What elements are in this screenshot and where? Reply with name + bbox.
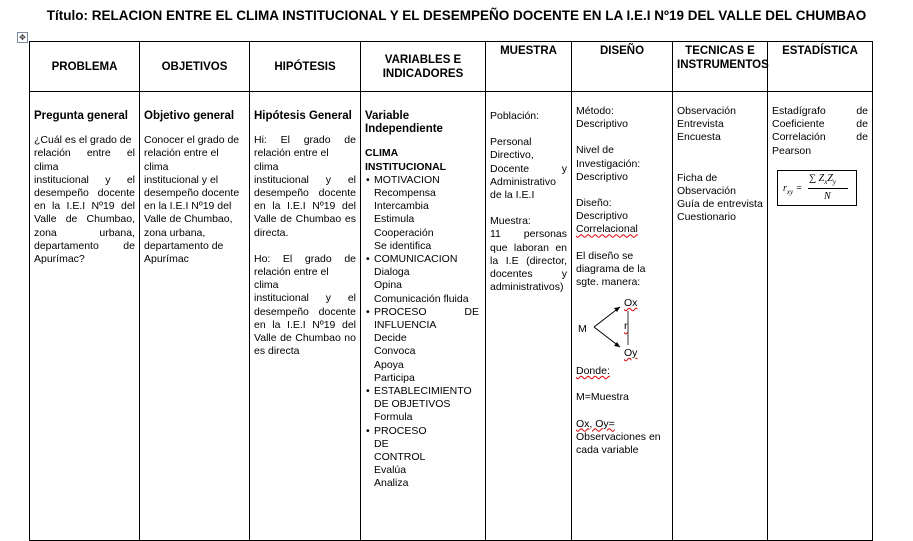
diagram-oy: Oy	[624, 347, 638, 360]
indicator-item: Intercambia	[374, 200, 429, 213]
hi-line: relación entre el clima	[254, 147, 329, 173]
indicator-item: Apoya	[374, 358, 404, 371]
indicator-item: Comunicación fluida	[374, 292, 469, 305]
objetivos-line: en la I.E.I Nº19 del	[144, 200, 232, 213]
muestra-label: Muestra:	[490, 215, 531, 228]
metodo-label: Método:	[576, 105, 614, 117]
donde-label: Donde:	[576, 365, 610, 378]
poblacion-line: de la I.E.I	[490, 189, 535, 202]
diseno-desc: diagrama de la	[576, 262, 646, 275]
poblacion-label: Población:	[490, 110, 540, 122]
formula-lhs: $r_{xy}$ =	[783, 182, 803, 196]
table-move-handle-icon[interactable]: ✥	[17, 32, 28, 43]
instrumento-item: Ficha de	[677, 171, 718, 184]
muestra-line: que laboran en	[490, 241, 567, 254]
hi-line: desempeño docente	[254, 187, 356, 200]
ox-oy-label: Ox, Oy=	[576, 417, 615, 430]
indicator-item: Recompensa	[374, 187, 436, 200]
hi-line: Hi: El grado de	[254, 134, 356, 147]
tecnica-item: Entrevista	[677, 118, 724, 131]
indicator-group: • PROCESO DE CONTROL	[374, 425, 481, 465]
estadistica-line: Estadígrafo de	[772, 105, 868, 117]
cell-problema	[30, 92, 140, 541]
diseno-value: Descriptivo	[576, 210, 628, 223]
tecnica-item: Encuesta	[677, 131, 721, 144]
hipotesis-heading: Hipótesis General	[254, 110, 352, 122]
estadistica-line: Pearson	[772, 144, 812, 157]
indicator-item: Convoca	[374, 345, 416, 358]
nivel-label: Nivel de	[576, 144, 614, 157]
nivel-label: Investigación:	[576, 157, 641, 170]
header-variables: VARIABLES E INDICADORES	[361, 42, 486, 92]
indicator-item: Cooperación	[374, 226, 434, 239]
estadistica-line: Coeficiente de	[772, 118, 868, 131]
objetivos-line: departamento de	[144, 239, 224, 252]
problema-line: Valle de Chumbao,	[34, 213, 135, 226]
objetivos-line: zona urbana,	[144, 226, 206, 239]
objetivos-heading: Objetivo general	[144, 110, 235, 122]
diagram-r: r	[624, 320, 628, 333]
instrumento-item: Observación	[677, 184, 736, 197]
poblacion-line: Administrativo	[490, 175, 556, 188]
muestra-line: administrativos)	[490, 281, 564, 294]
problema-line: ¿Cuál es el grado de	[34, 134, 132, 147]
poblacion-line: Directivo,	[490, 149, 534, 162]
objetivos-line: relación entre el clima	[144, 147, 219, 173]
indicator-group: • PROCESO DE INFLUENCIA	[374, 306, 481, 332]
diagram-m: M	[578, 323, 587, 336]
indicator-group: • COMUNICACION	[374, 253, 481, 266]
diseno-desc: El diseño se	[576, 249, 634, 262]
research-matrix-table	[29, 41, 873, 541]
problema-line: en la I.E.I Nº19 del	[34, 200, 135, 213]
cell-diseno	[572, 92, 673, 541]
muestra-line: docentes y	[490, 268, 567, 281]
problema-line: desempeño docente	[34, 187, 135, 200]
header-hipotesis: HIPÓTESIS	[250, 42, 361, 92]
content-row	[30, 92, 873, 541]
tecnica-item: Observación	[677, 105, 736, 117]
header-muestra: MUESTRA	[486, 42, 572, 92]
diagram-ox: Ox	[624, 297, 638, 310]
variables-subheading: CLIMA INSTITUCIONAL	[365, 147, 447, 173]
objetivos-line: institucional y el	[144, 173, 219, 186]
correlational-diagram	[576, 297, 668, 361]
hi-line: en la I.E.I Nº19 del	[254, 200, 356, 213]
nivel-value: Descriptivo	[576, 170, 628, 183]
problema-line: Apurímac?	[34, 253, 85, 266]
poblacion-line: Docente y	[490, 162, 567, 175]
indicator-item: Formula	[374, 411, 413, 424]
indicator-item: Analiza	[374, 477, 409, 490]
diseno-desc: sgte. manera:	[576, 276, 641, 289]
cell-tecnicas	[673, 92, 768, 541]
problema-line: relación entre el clima	[34, 147, 135, 173]
poblacion-line: Personal	[490, 136, 532, 149]
indicator-item: Decide	[374, 332, 407, 345]
formula-numerator: ∑ $Z_xZ_y$	[809, 172, 836, 186]
objetivos-line: desempeño docente	[144, 187, 240, 200]
objetivos-line: Conocer el grado de	[144, 134, 240, 147]
ho-line: en la I.E.I Nº19 del	[254, 318, 356, 331]
problema-line: departamento de	[34, 239, 135, 252]
header-tecnicas: TECNICAS E INSTRUMENTOS	[673, 42, 768, 92]
hi-line: Valle de Chumbao es	[254, 213, 356, 226]
problema-line: zona urbana,	[34, 226, 135, 239]
ho-line: Ho: El grado de	[254, 252, 356, 265]
instrumento-item: Cuestionario	[677, 211, 736, 224]
obs-line: cada variable	[576, 444, 639, 457]
formula-denominator: N	[824, 190, 831, 202]
indicator-item: Evalúa	[374, 464, 407, 477]
ho-line: desempeño docente	[254, 305, 356, 318]
indicator-item: Dialoga	[374, 266, 410, 279]
cell-objetivos	[140, 92, 250, 541]
m-definition: M=Muestra	[576, 391, 629, 404]
hi-line: institucional y el	[254, 173, 356, 186]
cell-hipotesis	[250, 92, 361, 541]
diseno-label: Diseño:	[576, 197, 612, 210]
indicator-list	[365, 174, 481, 187]
indicator-item: Se identifica	[374, 239, 432, 252]
ho-line: institucional y el	[254, 292, 356, 305]
ho-line: Valle de Chumbao no	[254, 332, 356, 345]
hi-line: directa.	[254, 226, 289, 239]
indicator-item: Estimula	[374, 213, 415, 226]
instrumento-item: Guía de entrevista	[677, 198, 763, 211]
header-objetivos: OBJETIVOS	[140, 42, 250, 92]
estadistica-line: Correlación de	[772, 131, 868, 144]
indicator-item: Participa	[374, 371, 415, 384]
muestra-line: la I.E (director,	[490, 254, 567, 267]
problema-heading: Pregunta general	[34, 110, 128, 122]
header-estadistica: ESTADÍSTICA	[768, 42, 873, 92]
problema-line: institucional y el	[34, 173, 135, 186]
diseno-value: Correlacional	[576, 223, 638, 236]
indicator-item: Opina	[374, 279, 403, 292]
metodo-value: Descriptivo	[576, 118, 628, 131]
cell-muestra	[486, 92, 572, 541]
indicator-group: • ESTABLECIMIENTO DE OBJETIVOS	[374, 385, 481, 411]
muestra-line: 11 personas	[490, 228, 567, 241]
objetivos-line: Apurímac	[144, 253, 189, 266]
indicator-group: • MOTIVACION	[374, 174, 481, 187]
objetivos-line: Valle de Chumbao,	[144, 213, 233, 226]
pearson-formula	[777, 170, 857, 206]
header-diseno: DISEÑO	[572, 42, 673, 92]
header-row	[30, 42, 873, 92]
obs-line: Observaciones en	[576, 430, 661, 443]
cell-variables	[361, 92, 486, 541]
ho-line: es directa	[254, 345, 300, 358]
variables-heading: Variable Independiente	[365, 110, 443, 136]
document-title: Título: RELACION ENTRE EL CLIMA INSTITUCIONAL Y EL DESEMPEÑO DOCENTE EN LA I.E.I Nº19 DEL VALLE DEL CHUMBAO	[46, 8, 867, 23]
header-problema: PROBLEMA	[30, 42, 140, 92]
ho-line: relación entre el clima	[254, 266, 329, 292]
cell-estadistica	[768, 92, 873, 541]
